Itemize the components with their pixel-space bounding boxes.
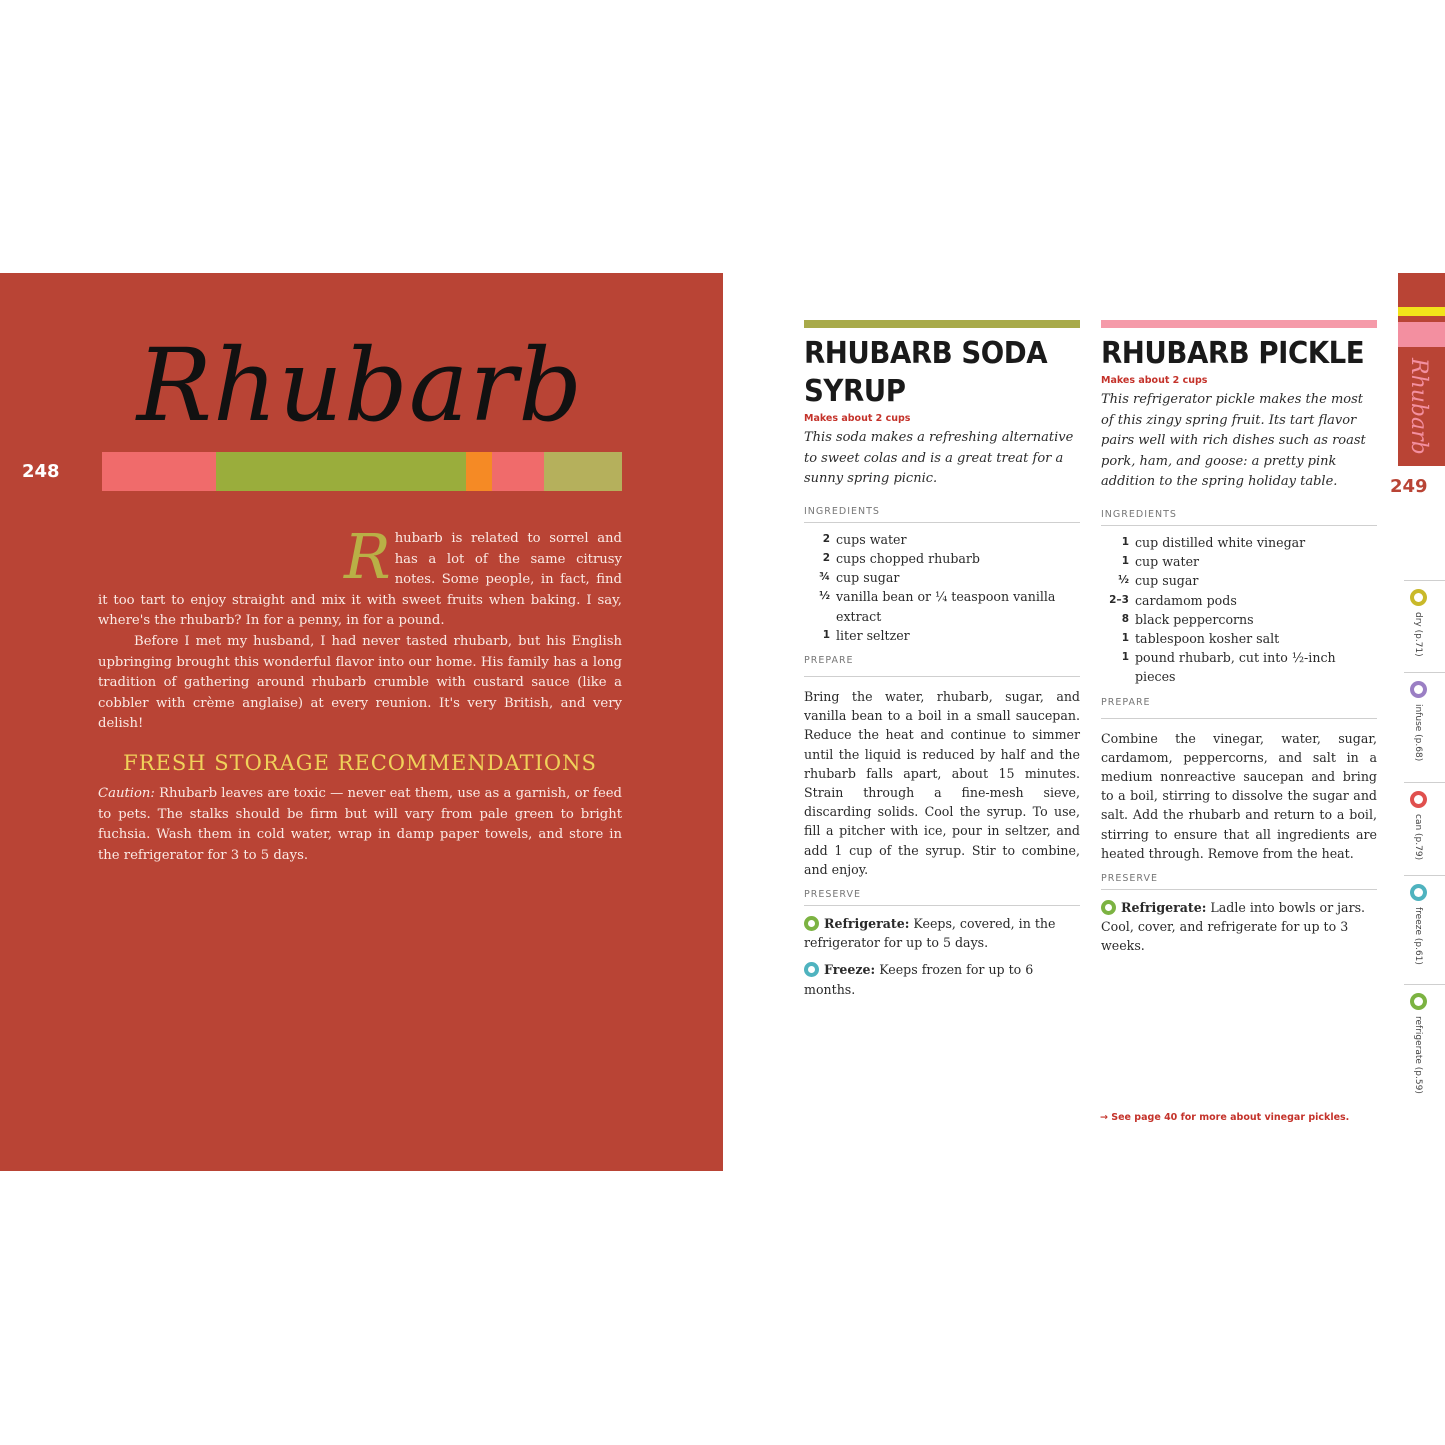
color-bar-segment (216, 452, 466, 491)
ingredient-qty: 1 (1121, 631, 1129, 644)
ingredient-qty: 8 (1121, 612, 1129, 625)
nav-item-refrigerate[interactable] (1404, 984, 1445, 1094)
ingredient-item: liter seltzer (836, 627, 910, 643)
color-bar-segment (102, 452, 216, 491)
preserve-text: Ladle into bowls or jars. Cool, cover, and refrigerate for up to 3 weeks. (1101, 900, 1366, 954)
ingredient-list (1101, 533, 1377, 687)
preserve-text: Keeps, covered, in the refrigerator for up to 5 days. (804, 916, 1056, 951)
storage-text (98, 784, 622, 866)
intro-paragraph-2: Before I met my husband, I had never tasted rhubarb, but his English upbringing brought this wonderful flavor into our home. His family has a long tradition of gathering around rhubarb crumble with custard sauce (like a cobbler with crème anglaise) at every reunion. It's very British, and very delish! (98, 633, 622, 732)
ingredient-item: cup sugar (836, 570, 900, 586)
recipe-yield: Makes about 2 cups (1101, 375, 1208, 386)
recipe-title (804, 335, 1058, 411)
recipe-blurb: This refrigerator pickle makes the most of this zingy spring fruit. Its tart flavor pairs well with rich dishes such as roast pork, ham, and goose: a pretty pink addition to the spring holiday table. (1101, 392, 1366, 490)
nav-label: freeze (p.61) (1413, 907, 1423, 965)
tab-stripe (1398, 322, 1445, 347)
ingredient-row (1101, 648, 1377, 686)
ingredient-item: vanilla bean or ¼ teaspoon vanilla extract (836, 589, 1056, 624)
recipe-title: RHUBARB PICKLE (1101, 336, 1365, 371)
intro-paragraph-1: hubarb is related to sorrel and has a lot of the same citrusy notes. Some people, in fact, find it too tart to enjoy straight and mix it with sweet fruits when baking. I say, where's the rhubarb? In for a penny, in for a pound. (98, 531, 622, 629)
preserve-item (1101, 898, 1377, 956)
ingredient-row (1101, 610, 1377, 629)
color-bar-segment (544, 452, 622, 491)
page-number-left: 248 (22, 461, 60, 482)
nav-item-freeze[interactable] (1404, 875, 1445, 965)
nav-item-can[interactable] (1404, 782, 1445, 860)
ingredient-row (1101, 533, 1377, 552)
refrigerate-icon (1410, 993, 1427, 1010)
freeze-icon (804, 962, 819, 977)
can-icon (1410, 791, 1427, 808)
ingredient-item: cups chopped rhubarb (836, 550, 980, 566)
ingredient-row (1101, 571, 1377, 590)
ingredient-qty: 2 (822, 551, 830, 564)
ingredient-item: cup water (1135, 554, 1200, 570)
recipe-blurb: This soda makes a refreshing alternative to sweet colas and is a great treat for a sunny spring picnic. (804, 430, 1074, 487)
recipe-yield: Makes about 2 cups (804, 413, 911, 424)
ingredient-qty: 1 (822, 628, 830, 641)
preserve-item (804, 960, 1080, 998)
preserve-text: Keeps frozen for up to 6 months. (804, 962, 1034, 997)
ingredient-row (1101, 591, 1377, 610)
preserve-method: Refrigerate: (1121, 900, 1207, 916)
storage-body: Rhubarb leaves are toxic — never eat them, use as a garnish, or feed to pets. The stalks should be firm but will vary from pale green to bright fuchsia. Wash them in cold water, wrap in damp paper towels, and store in the refrigerator for 3 to 5 days. (98, 786, 622, 863)
ingredient-row (804, 549, 1080, 568)
ingredient-item: cardamom pods (1135, 592, 1237, 608)
see-page-link[interactable]: → See page 40 for more about vinegar pickles. (1100, 1112, 1350, 1123)
ingredient-item: tablespoon kosher salt (1135, 630, 1280, 646)
page-number-right: 249 (1390, 476, 1428, 497)
refrigerate-icon (1101, 900, 1116, 915)
preserve-label: PRESERVE (1101, 873, 1377, 890)
prepare-text: Bring the water, rhubarb, sugar, and vanilla bean to a boil in a small saucepan. Reduce the heat and continue to simmer until the liquid is reduced by half and the rhubarb falls apart, about 15 minutes. Strain through a fine-mesh sieve, discarding solids. Cool the syrup. To use, fill a pitcher with ice, pour in seltzer, and add 1 cup of the syrup. Stir to combine, and enjoy. (804, 676, 1080, 879)
ingredient-qty: 1 (1121, 651, 1129, 664)
ingredient-qty: ½ (1118, 574, 1129, 587)
ingredient-qty: ½ (819, 590, 830, 603)
ingredient-item: cup sugar (1135, 573, 1199, 589)
ingredient-qty: ¾ (819, 571, 830, 584)
dry-icon (1410, 589, 1427, 606)
page-title: Rhubarb (136, 327, 584, 444)
preserve-method: Freeze: (824, 962, 876, 978)
preserve-label: PRESERVE (804, 889, 1080, 906)
chapter-tab-label: Rhubarb (1406, 358, 1431, 455)
nav-item-dry[interactable] (1404, 580, 1445, 657)
nav-label: can (p.79) (1413, 814, 1423, 861)
recipe-color-bar (804, 320, 1080, 328)
ingredient-item: pound rhubarb, cut into ½-inch pieces (1135, 650, 1336, 685)
color-bar-segment (492, 452, 544, 491)
ingredients-label: INGREDIENTS (804, 506, 1080, 523)
ingredient-qty: 1 (1121, 535, 1129, 548)
ingredient-item: cup distilled white vinegar (1135, 534, 1306, 550)
intro-text (98, 520, 622, 735)
ingredient-qty: 2 (822, 532, 830, 545)
ingredient-row (1101, 629, 1377, 648)
recipe-title-line: SYRUP (804, 374, 906, 409)
ingredient-item: cups water (836, 531, 907, 547)
recipe-pickle (1101, 320, 1377, 956)
prepare-label: PREPARE (804, 655, 854, 666)
recipe-soda-syrup (804, 320, 1080, 999)
nav-label: dry (p.71) (1413, 612, 1423, 657)
tab-stripe (1398, 307, 1445, 316)
nav-label: refrigerate (p.59) (1413, 1016, 1423, 1094)
left-page (0, 273, 723, 1171)
infuse-icon (1410, 681, 1427, 698)
freeze-icon (1410, 884, 1427, 901)
recipe-color-bar (1101, 320, 1377, 328)
ingredient-row (804, 568, 1080, 587)
drop-cap: R (344, 520, 391, 593)
preserve-item (804, 914, 1080, 952)
prepare-label: PREPARE (1101, 696, 1151, 708)
ingredient-item: black peppercorns (1135, 611, 1254, 627)
color-bar (102, 452, 622, 491)
refrigerate-icon (804, 916, 819, 931)
ingredients-label: INGREDIENTS (1101, 509, 1377, 526)
nav-item-infuse[interactable] (1404, 672, 1445, 761)
color-bar-segment (466, 452, 492, 491)
caution-label: Caution: (98, 786, 155, 801)
ingredient-row (804, 530, 1080, 549)
prepare-text: Combine the vinegar, water, sugar, cardamom, peppercorns, and salt in a medium nonreactive saucepan and bring to a boil, stirring to dissolve the sugar and salt. Add the rhubarb and return to a boil, stirring to ensure that all ingredients are heated through. Remove from the heat. (1101, 718, 1377, 863)
storage-heading: FRESH STORAGE RECOMMENDATIONS (123, 751, 597, 775)
recipe-title-line: RHUBARB SODA (804, 336, 1048, 371)
preserve-method: Refrigerate: (824, 916, 910, 932)
ingredient-qty: 1 (1121, 555, 1129, 568)
ingredient-list (804, 530, 1080, 645)
ingredient-qty: 2–3 (1109, 593, 1129, 606)
nav-label: infuse (p.68) (1413, 704, 1423, 762)
ingredient-row (804, 626, 1080, 645)
ingredient-row (804, 587, 1080, 625)
ingredient-row (1101, 552, 1377, 571)
